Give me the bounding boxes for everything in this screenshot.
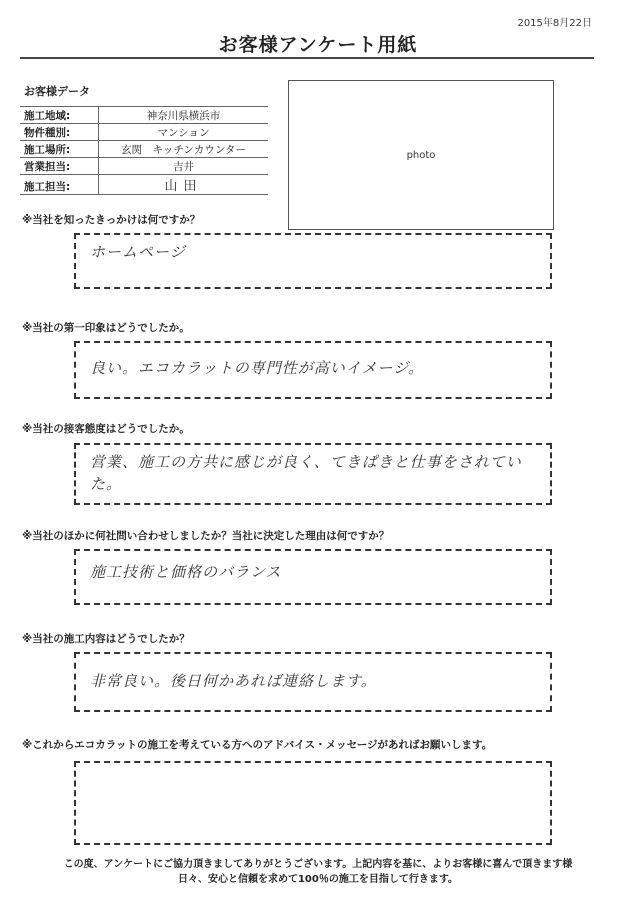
table-row — [20, 141, 268, 158]
field-label-sales-rep: 営業担当: — [20, 158, 99, 175]
footer-line-2: 日々、安心と信頼を求めて100％の施工を目指して行きます。 — [177, 874, 459, 885]
field-value-area: 神奈川県横浜市 — [99, 107, 269, 124]
photo-placeholder — [288, 80, 554, 230]
question-4: ※当社のほかに何社問い合わせしましたか？当社に決定した理由は何ですか？ — [22, 530, 390, 542]
answer-box-2 — [74, 341, 552, 399]
answer-box-3 — [74, 443, 552, 505]
field-value-property-type: マンション — [99, 124, 269, 141]
answer-box-5 — [74, 652, 552, 712]
answer-5: 非常良い。後日何かあれば連絡します。 — [90, 672, 377, 690]
customer-data-heading: お客様データ — [24, 85, 90, 98]
answer-box-6 — [74, 761, 552, 845]
question-1: ※当社を知ったきっかけは何ですか？ — [22, 214, 201, 226]
field-value-installer: 山田 — [99, 175, 269, 195]
field-label-location: 施工場所: — [20, 141, 99, 158]
page-title: お客様アンケート用紙 — [218, 34, 418, 56]
question-3: ※当社の接客態度はどうでしたか。 — [22, 423, 190, 435]
question-6: ※これからエコカラットの施工を考えている方へのアドバイス・メッセージがあればお願いします。 — [22, 739, 493, 751]
answer-1: ホームページ — [90, 243, 186, 261]
field-value-sales-rep: 吉井 — [99, 158, 269, 175]
customer-data-table — [20, 106, 268, 195]
answer-box-1 — [74, 233, 552, 289]
table-row — [20, 107, 268, 124]
table-row — [20, 175, 268, 195]
answer-box-4 — [74, 549, 552, 605]
title-divider — [20, 57, 594, 59]
photo-label: photo — [406, 149, 436, 161]
field-value-location: 玄関 キッチンカウンター — [99, 141, 269, 158]
survey-date: 2015年8月22日 — [517, 18, 592, 29]
footer-line-1: この度、アンケートにご協力頂きましてありがとうございます。上記内容を基に、よりお客様に喜んで頂きます様 — [63, 859, 573, 870]
field-label-property-type: 物件種別: — [20, 124, 99, 141]
answer-3: 営業、施工の方共に感じが良く、てきぱきと仕事をされていた。 — [90, 453, 522, 493]
answer-4: 施工技術と価格のバランス — [90, 563, 282, 581]
answer-2: 良い。エコカラットの専門性が高いイメージ。 — [90, 359, 425, 377]
field-label-installer: 施工担当: — [20, 175, 99, 195]
field-label-area: 施工地域: — [20, 107, 99, 124]
question-5: ※当社の施工内容はどうでしたか？ — [22, 633, 190, 645]
table-row — [20, 158, 268, 175]
question-2: ※当社の第一印象はどうでしたか。 — [22, 322, 190, 334]
table-row — [20, 124, 268, 141]
